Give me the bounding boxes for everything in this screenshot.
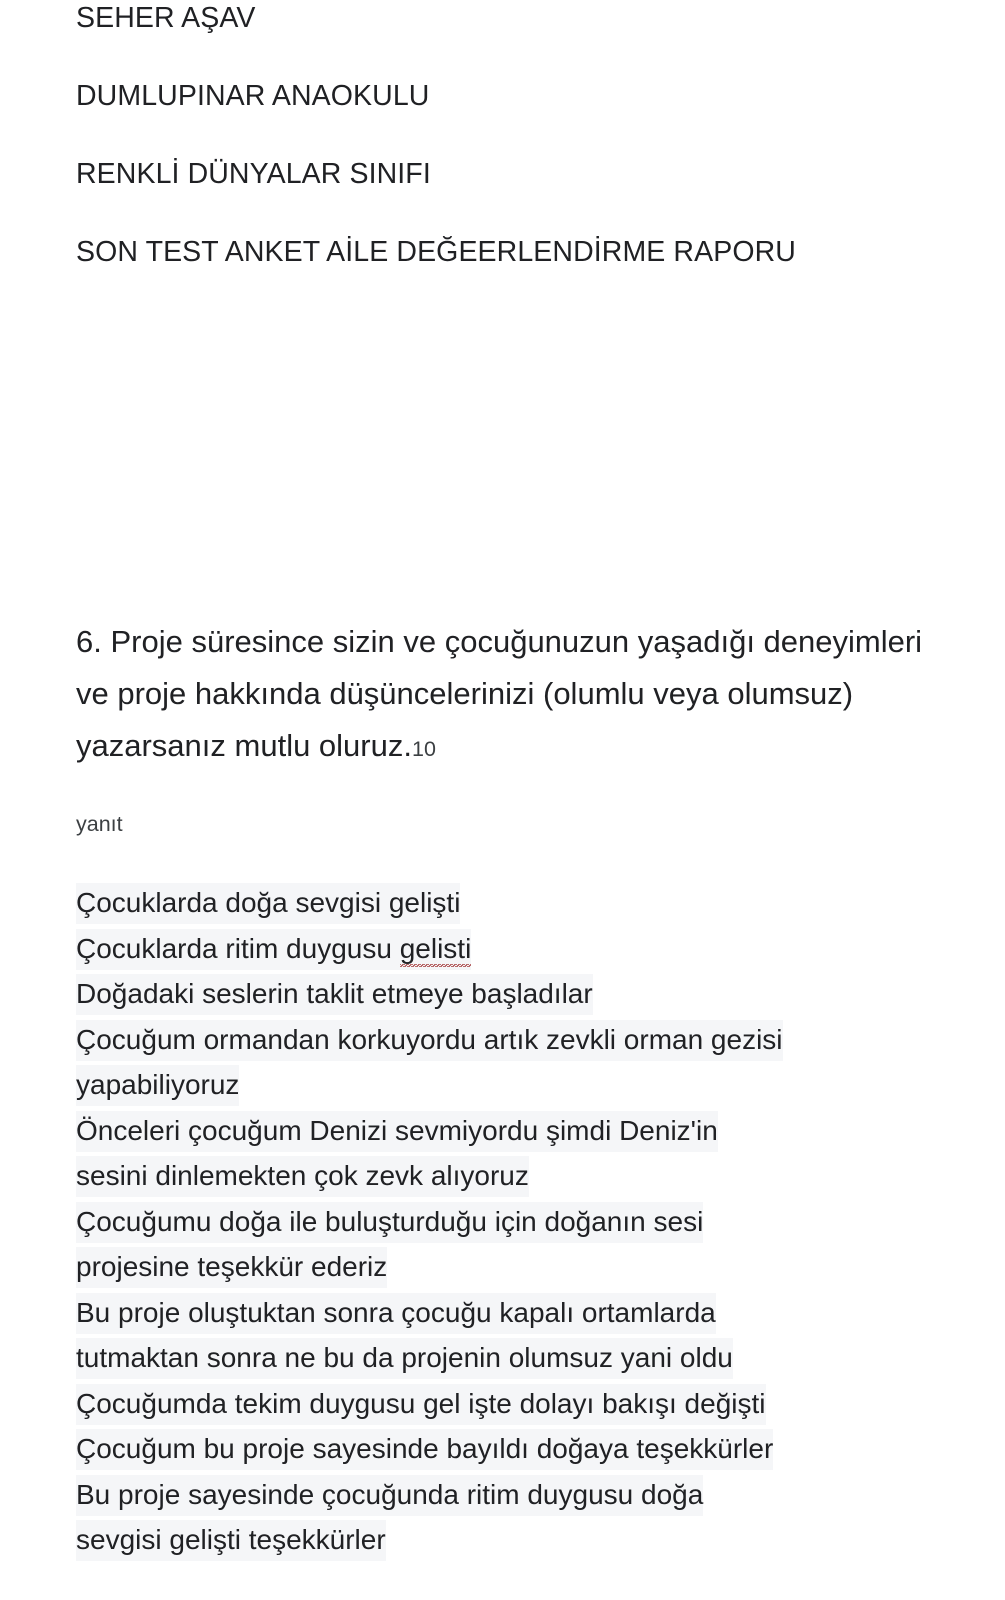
answer-line xyxy=(76,1472,976,1518)
answer-line-highlight xyxy=(76,1020,783,1061)
answer-line-text: Doğadaki seslerin taklit etmeye başladılar xyxy=(76,978,593,1009)
header-line-class-name: RENKLİ DÜNYALAR SINIFI xyxy=(76,158,431,191)
answer-line-text: yapabiliyoruz xyxy=(76,1069,240,1100)
question-block xyxy=(76,616,936,775)
answer-line xyxy=(76,1290,976,1336)
answer-line xyxy=(76,1244,976,1290)
answer-line xyxy=(76,1017,976,1063)
answer-line-text: Çocuklarda ritim duygusu xyxy=(76,932,400,964)
answer-line xyxy=(76,1062,976,1108)
answer-line-text: Önceleri çocuğum Denizi sevmiyordu şimdi Deniz'in xyxy=(76,1114,718,1146)
answer-line xyxy=(76,1517,976,1563)
answer-line-text: tutmaktan sonra ne bu da projenin olumsuz yani oldu xyxy=(76,1342,733,1373)
answer-line-highlight xyxy=(76,1384,766,1425)
answer-line-highlight xyxy=(76,1429,773,1470)
answer-line-highlight xyxy=(76,1156,529,1197)
answer-line-text: Bu proje sayesinde çocuğunda ritim duygusu doğa xyxy=(76,1478,704,1510)
answer-line-highlight xyxy=(76,1202,703,1243)
answer-line xyxy=(76,1381,976,1427)
report-header xyxy=(76,0,956,271)
answer-line-highlight xyxy=(76,974,593,1015)
answer-line-highlight xyxy=(76,1065,239,1106)
answers-list xyxy=(76,880,976,1563)
answer-line xyxy=(76,880,976,926)
response-count-label: yanıt xyxy=(76,812,123,836)
question-prompt: 6. Proje süresince sizin ve çocuğunuzun yaşadığı deneyimleri ve proje hakkında düşüncelerinizi (olumlu veya olumsuz) yazarsanız mutlu oluruz. xyxy=(76,624,923,763)
answer-line-highlight xyxy=(76,1247,387,1288)
answer-line-highlight xyxy=(76,1338,733,1379)
answer-line-highlight xyxy=(76,1520,386,1561)
answer-line-text: sevgisi gelişti teşekkürler xyxy=(76,1524,386,1555)
answer-line xyxy=(76,1426,976,1472)
header-line-report-title: SON TEST ANKET AİLE DEĞEERLENDİRME RAPORU xyxy=(76,236,796,269)
answer-line-text: sesini dinlemekten çok zevk alıyoruz xyxy=(76,1160,529,1191)
answer-line-text: Çocuğumda tekim duygusu gel işte dolayı bakışı değişti xyxy=(76,1387,766,1419)
answer-line xyxy=(76,1199,976,1245)
question-text xyxy=(76,616,936,775)
answer-line-highlight xyxy=(76,883,460,924)
answer-line-highlight xyxy=(76,1111,718,1152)
answer-line xyxy=(76,1335,976,1381)
header-line-school-name: DUMLUPINAR ANAOKULU xyxy=(76,80,430,113)
answer-line-highlight xyxy=(76,929,471,970)
answer-line-highlight xyxy=(76,1293,716,1334)
answer-line-text: Çocuğum ormandan korkuyordu artık zevkli orman gezisi xyxy=(76,1023,783,1055)
answer-line xyxy=(76,971,976,1017)
response-count-number: 10 xyxy=(411,737,437,761)
answer-line-text: projesine teşekkür ederiz xyxy=(76,1251,388,1282)
answer-line-text: Çocuğumu doğa ile buluşturduğu için doğanın sesi xyxy=(76,1205,704,1237)
header-line-teacher-name: SEHER AŞAV xyxy=(76,2,256,34)
answer-line xyxy=(76,1153,976,1199)
answer-line xyxy=(76,926,976,972)
spellcheck-error-word[interactable]: gelisti xyxy=(400,933,472,968)
answer-line xyxy=(76,1108,976,1154)
answer-line-highlight xyxy=(76,1475,703,1516)
answer-line-text: Çocuklarda doğa sevgisi gelişti xyxy=(76,887,461,918)
answer-line-text: Bu proje oluştuktan sonra çocuğu kapalı ortamlarda xyxy=(76,1296,716,1328)
answer-line-text: Çocuğum bu proje sayesinde bayıldı doğaya teşekkürler xyxy=(76,1433,774,1464)
